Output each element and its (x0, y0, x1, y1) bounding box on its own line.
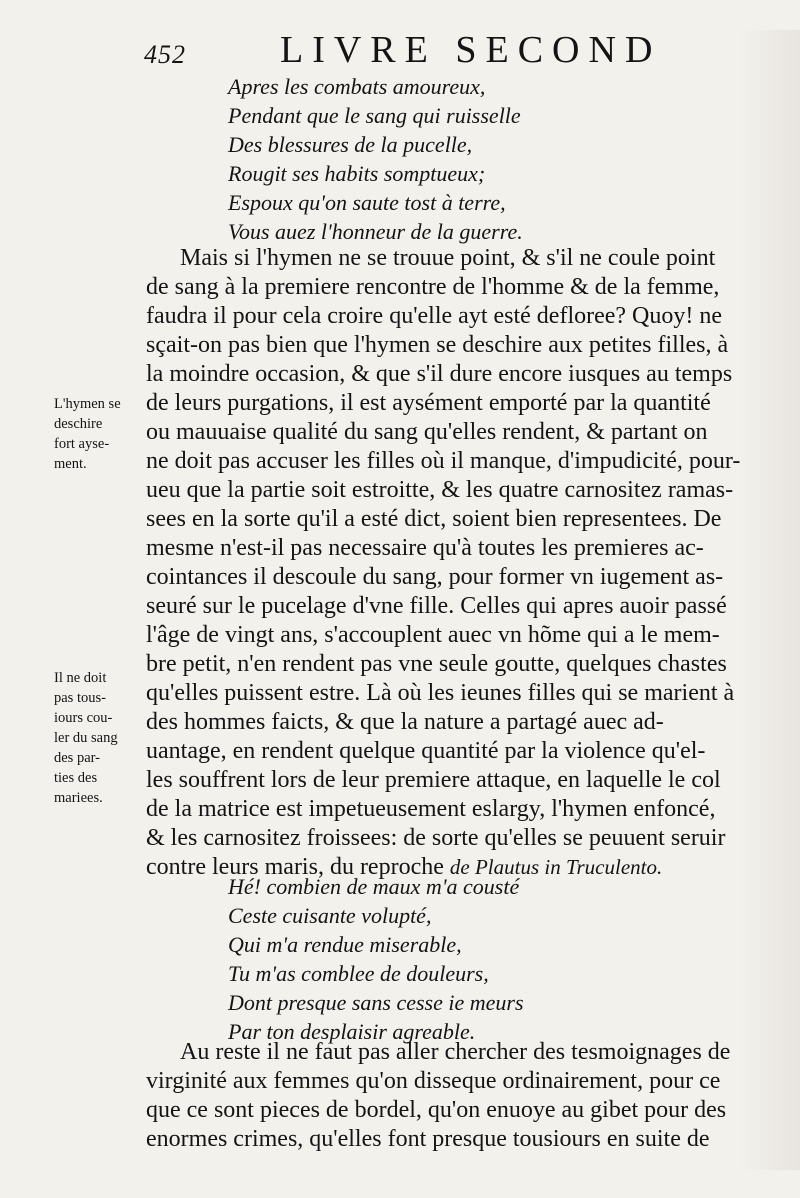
text-line: enormes crimes, qu'elles font presque tousiours en suite de (146, 1126, 710, 1152)
note-line: mariees. (54, 790, 103, 806)
verse-block-2 (228, 872, 524, 1046)
text-line: l'âge de vingt ans, s'accouplent auec vn hõme qui a le mem- (146, 622, 720, 648)
text-line: de leurs purgations, il est aysément emporté par la quantité (146, 390, 711, 416)
text-line: les souffrent lors de leur premiere attaque, en laquelle le col (146, 767, 721, 793)
text-line: cointances il descoule du sang, pour former vn iugement as- (146, 564, 724, 590)
text-line: ueu que la partie soit estroitte, & les quatre carnositez ramas- (146, 477, 734, 503)
verse-line: Espoux qu'on saute tost à terre, (228, 190, 506, 215)
verse-line: Tu m'as comblee de douleurs, (228, 961, 489, 986)
note-line: iours cou- (54, 710, 113, 726)
verse-line: Vous auez l'honneur de la guerre. (228, 219, 523, 244)
text-line: uantage, en rendent quelque quantité par la violence qu'el- (146, 738, 706, 764)
verse-line: Hé! combien de maux m'a cousté (228, 874, 520, 899)
note-line: Il ne doit (54, 670, 107, 686)
text-line: sçait-on pas bien que l'hymen se deschire aux petites filles, à (146, 332, 729, 358)
body-paragraph-2 (146, 1038, 766, 1154)
text-line: virginité aux femmes qu'on disseque ordinairement, pour ce (146, 1068, 721, 1094)
verse-line: Dont presque sans cesse ie meurs (228, 990, 524, 1015)
note-line: deschire (54, 416, 103, 432)
text-line: ne doit pas accuser les filles où il manque, d'impudicité, pour- (146, 448, 741, 474)
verse-line: Des blessures de la pucelle, (228, 132, 473, 157)
text-line: des hommes faicts, & que la nature a partagé auec ad- (146, 709, 664, 735)
text-line: sees en la sorte qu'il a esté dict, soient bien representees. De (146, 506, 722, 532)
text-line: de la matrice est impetueusement eslargy, l'hymen enfoncé, (146, 796, 716, 822)
text-line: Au reste il ne faut pas aller chercher des tesmoignages de (180, 1039, 731, 1065)
page-number: 452 (144, 40, 186, 69)
note-line: ties des (54, 770, 98, 786)
verse-line: Pendant que le sang qui ruisselle (228, 103, 521, 128)
note-line: ler du sang (54, 730, 118, 746)
note-line: L'hymen se (54, 396, 121, 412)
verse-line: Ceste cuisante volupté, (228, 903, 432, 928)
text-line: la moindre occasion, & que s'il dure encore iusques au temps (146, 361, 733, 387)
note-line: pas tous- (54, 690, 106, 706)
verse-line: Qui m'a rendue miserable, (228, 932, 462, 957)
note-line: des par- (54, 750, 101, 766)
note-line: fort ayse- (54, 436, 110, 452)
text-line: de sang à la premiere rencontre de l'homme & de la femme, (146, 274, 720, 300)
verse-block-1 (228, 72, 523, 246)
note-line: ment. (54, 456, 87, 472)
text-line: bre petit, n'en rendent pas vne seule goutte, quelques chastes (146, 651, 727, 677)
verse-line: Rougit ses habits somptueux; (228, 161, 486, 186)
margin-note-2 (54, 668, 146, 808)
text-line: & les carnositez froissees: de sorte qu'elles se peuuent seruir (146, 825, 726, 851)
page-header (140, 26, 660, 72)
body-paragraph-1 (146, 244, 766, 882)
running-title: LIVRE SECOND (280, 29, 662, 71)
verse-line: Apres les combats amoureux, (228, 74, 486, 99)
text-line: que ce sont pieces de bordel, qu'on enuoye au gibet pour des (146, 1097, 727, 1123)
citation: de Plautus in Truculento. (449, 855, 663, 879)
text-line: Mais si l'hymen ne se trouue point, & s'il ne coule point (180, 245, 716, 271)
text-line-end: contre leurs maris, du reproche (146, 854, 444, 880)
text-line: ou mauuaise qualité du sang qu'elles rendent, & partant on (146, 419, 708, 445)
text-line: faudra il pour cela croire qu'elle ayt esté defloree? Quoy! ne (146, 303, 723, 329)
text-line: mesme n'est-il pas necessaire qu'à toutes les premieres ac- (146, 535, 704, 561)
text-line: seuré sur le pucelage d'vne fille. Celles qui apres auoir passé (146, 593, 727, 619)
verse-line: Par ton desplaisir agreable. (228, 1019, 476, 1044)
margin-note-1 (54, 394, 146, 474)
text-line: qu'elles puissent estre. Là où les ieunes filles qui se marient à (146, 680, 735, 706)
